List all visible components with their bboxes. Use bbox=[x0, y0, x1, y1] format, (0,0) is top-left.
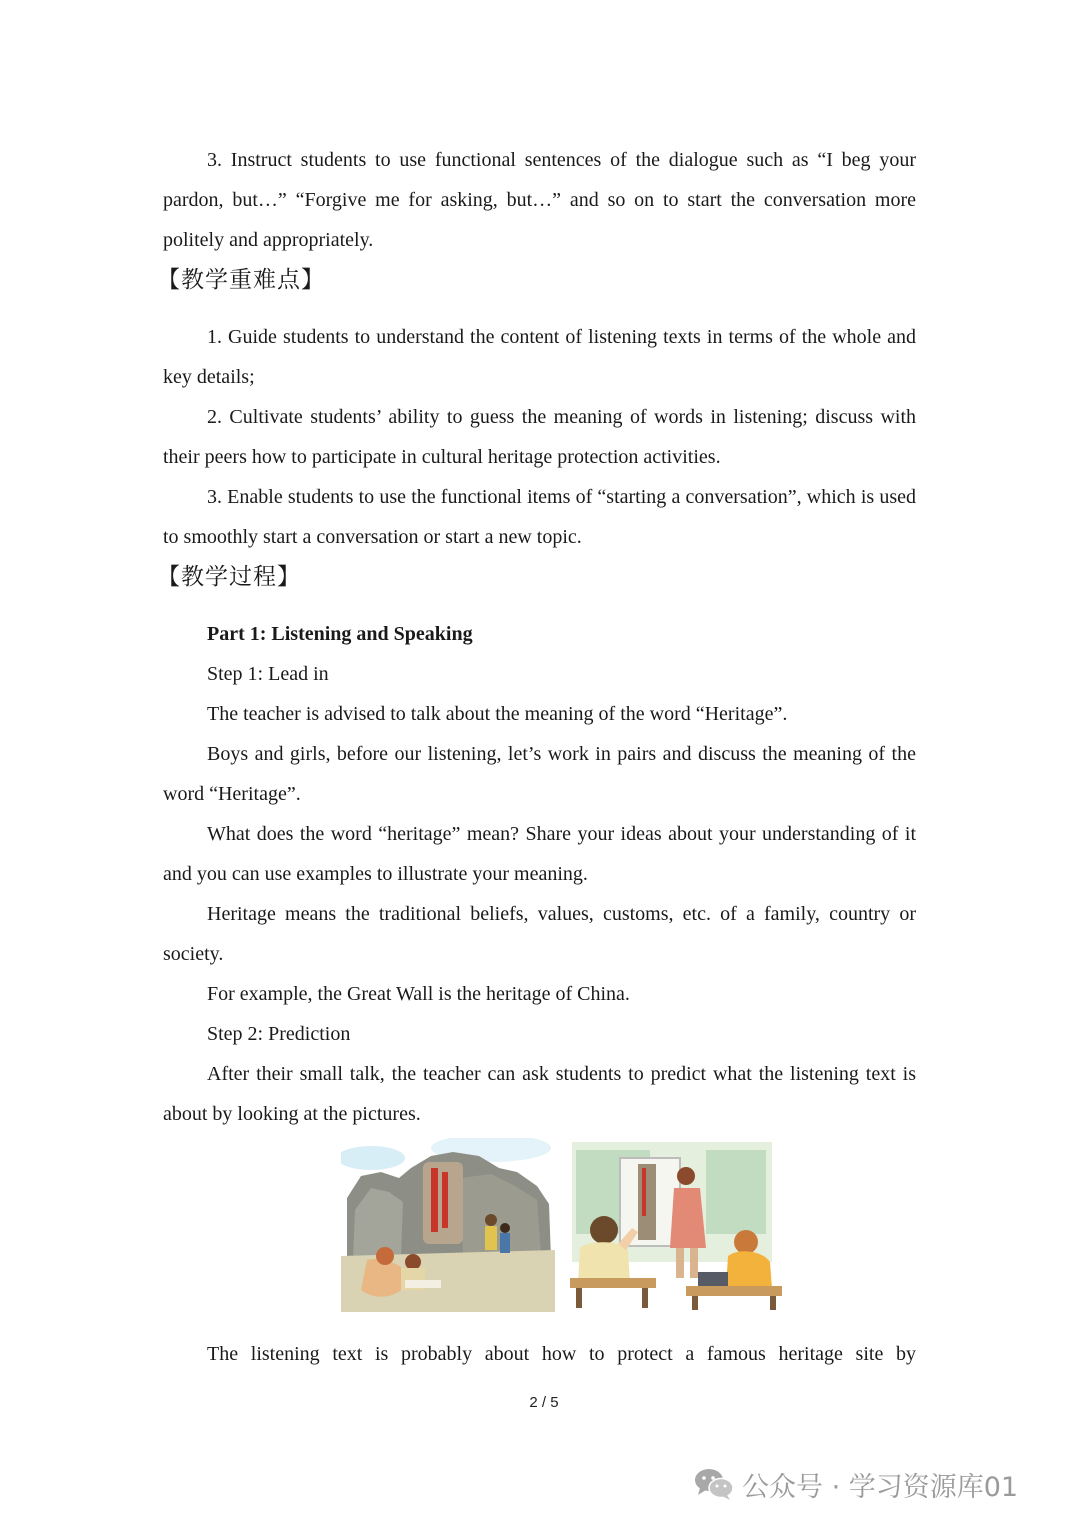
key-points-heading: 【教学重难点】 bbox=[157, 267, 325, 293]
key-point-item-1: 1. Guide students to understand the content of listening texts in terms of the whole and key details; bbox=[163, 326, 916, 388]
wechat-icon bbox=[694, 1467, 734, 1501]
page-number: 2 / 5 bbox=[529, 1394, 559, 1411]
step1-paragraph-5: For example, the Great Wall is the heritage of China. bbox=[207, 983, 630, 1005]
heritage-illustration bbox=[341, 1138, 785, 1312]
step1-title: Step 1: Lead in bbox=[207, 663, 329, 685]
objective-item-3: 3. Instruct students to use functional sentences of the dialogue such as “I beg your pardon, but…” “Forgive me for asking, but…” and so on to start the conversation more politely and appropriately. bbox=[163, 149, 916, 251]
step2-title: Step 2: Prediction bbox=[207, 1023, 351, 1045]
continuation-text: The listening text is probably about how to protect a famous heritage site by bbox=[207, 1343, 916, 1365]
step1-paragraph-3: What does the word “heritage” mean? Share your ideas about your understanding of it and you can use examples to illustrate your meaning. bbox=[163, 823, 916, 885]
classroom-picture bbox=[566, 1138, 785, 1312]
heritage-site-picture bbox=[341, 1138, 555, 1312]
step1-paragraph-2: Boys and girls, before our listening, let’s work in pairs and discuss the meaning of the word “Heritage”. bbox=[163, 743, 916, 805]
step1-paragraph-4: Heritage means the traditional beliefs, values, customs, etc. of a family, country or society. bbox=[163, 903, 916, 965]
part-title: Part 1: Listening and Speaking bbox=[207, 623, 473, 645]
key-point-item-2: 2. Cultivate students’ ability to guess the meaning of words in listening; discuss with their peers how to participate in cultural heritage protection activities. bbox=[163, 406, 916, 468]
step2-paragraph: After their small talk, the teacher can ask students to predict what the listening text is about by looking at the pictures. bbox=[163, 1063, 916, 1125]
step1-paragraph-1: The teacher is advised to talk about the meaning of the word “Heritage”. bbox=[207, 703, 788, 725]
watermark-text: 公众号 · 学习资源库01 bbox=[742, 1471, 1019, 1503]
key-point-item-3: 3. Enable students to use the functional items of “starting a conversation”, which is used to smoothly start a conversation or start a new topic. bbox=[163, 486, 916, 548]
watermark bbox=[694, 1464, 1018, 1504]
page-content bbox=[157, 140, 916, 1134]
process-heading: 【教学过程】 bbox=[157, 564, 301, 590]
continuation-line bbox=[163, 1334, 916, 1374]
